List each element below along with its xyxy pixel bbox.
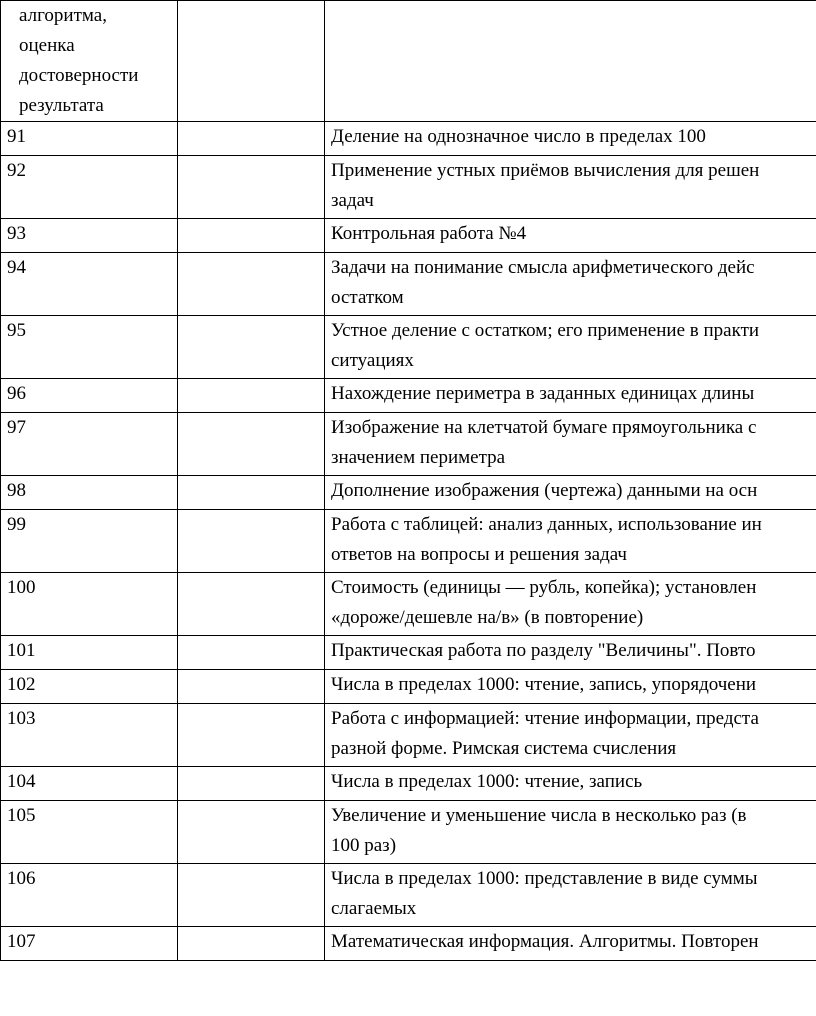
table-body (1, 1, 816, 961)
table-header-row (1, 1, 816, 122)
lesson-topic-cell (325, 927, 816, 961)
lesson-number-cell: 98 (1, 476, 178, 510)
table-row (1, 316, 816, 379)
empty-cell (178, 510, 325, 573)
header-cell-3 (325, 1, 816, 122)
lesson-topic-cell (325, 573, 816, 636)
topic-line: задач (331, 190, 374, 211)
lesson-number-cell: 100 (1, 573, 178, 636)
lesson-topic-cell (325, 413, 816, 476)
header-line: оценка (19, 35, 75, 56)
header-cell-1 (1, 1, 178, 122)
empty-cell (178, 413, 325, 476)
lesson-topic-cell (325, 670, 816, 704)
table-row (1, 122, 816, 156)
topic-line: ответов на вопросы и решения задач (331, 544, 627, 565)
header-line: результата (19, 95, 104, 116)
table-row (1, 864, 816, 927)
empty-cell (178, 864, 325, 927)
lesson-topic-cell (325, 379, 816, 413)
topic-line: Контрольная работа №4 (331, 223, 527, 244)
topic-line: слагаемых (331, 898, 417, 919)
topic-line: Работа с таблицей: анализ данных, использование ин (331, 514, 762, 535)
lesson-topic-cell (325, 316, 816, 379)
lesson-topic-cell (325, 510, 816, 573)
lesson-number-cell: 103 (1, 704, 178, 767)
topic-line: Устное деление с остатком; его применение в практи (331, 320, 760, 341)
lesson-topic-cell (325, 122, 816, 156)
table-row (1, 801, 816, 864)
topic-line: остатком (331, 287, 404, 308)
lesson-topic-cell (325, 704, 816, 767)
table-row (1, 636, 816, 670)
header-line: алгоритма, (19, 5, 107, 26)
topic-line: разной форме. Римская система счисления (331, 738, 677, 759)
empty-cell (178, 704, 325, 767)
lesson-topic-cell (325, 801, 816, 864)
header-line: достоверности (19, 65, 139, 86)
lesson-number-cell: 92 (1, 156, 178, 219)
table-row (1, 927, 816, 961)
lesson-number-cell: 93 (1, 219, 178, 253)
topic-line: Дополнение изображения (чертежа) данными на осн (331, 480, 758, 501)
topic-line: Нахождение периметра в заданных единицах длины (331, 383, 755, 404)
empty-cell (178, 670, 325, 704)
table-row (1, 767, 816, 801)
lesson-number-cell: 102 (1, 670, 178, 704)
empty-cell (178, 316, 325, 379)
empty-cell (178, 253, 325, 316)
lesson-number-cell: 104 (1, 767, 178, 801)
lesson-topic-cell (325, 253, 816, 316)
topic-line: Применение устных приёмов вычисления для решен (331, 160, 760, 181)
topic-line: Работа с информацией: чтение информации, предста (331, 708, 759, 729)
empty-cell (178, 767, 325, 801)
lesson-topic-cell (325, 219, 816, 253)
empty-cell (178, 573, 325, 636)
table-row (1, 704, 816, 767)
topic-line: Числа в пределах 1000: представление в виде суммы (331, 868, 758, 889)
topic-line: Стоимость (единицы — рубль, копейка); установлен (331, 577, 757, 598)
lesson-number-cell: 107 (1, 927, 178, 961)
table-row (1, 510, 816, 573)
topic-line: 100 раз) (331, 835, 397, 856)
empty-cell (178, 156, 325, 219)
table-row (1, 413, 816, 476)
lesson-number-cell: 91 (1, 122, 178, 156)
lesson-topic-cell (325, 476, 816, 510)
lesson-topic-cell (325, 636, 816, 670)
topic-line: Увеличение и уменьшение числа в несколько раз (в (331, 805, 747, 826)
lesson-number-cell: 106 (1, 864, 178, 927)
table-row (1, 253, 816, 316)
table-row (1, 156, 816, 219)
lesson-topic-cell (325, 767, 816, 801)
header-cell-2 (178, 1, 325, 122)
table-row (1, 219, 816, 253)
empty-cell (178, 219, 325, 253)
empty-cell (178, 476, 325, 510)
table-row (1, 379, 816, 413)
empty-cell (178, 927, 325, 961)
lesson-number-cell: 96 (1, 379, 178, 413)
empty-cell (178, 122, 325, 156)
topic-line: Задачи на понимание смысла арифметического дейс (331, 257, 755, 278)
topic-line: ситуациях (331, 350, 414, 371)
lesson-number-cell: 95 (1, 316, 178, 379)
table-row (1, 573, 816, 636)
topic-line: Числа в пределах 1000: чтение, запись (331, 771, 643, 792)
table-row (1, 476, 816, 510)
empty-cell (178, 636, 325, 670)
topic-line: «дороже/дешевле на/в» (в повторение) (331, 607, 644, 628)
lesson-number-cell: 94 (1, 253, 178, 316)
table-row (1, 670, 816, 704)
lesson-number-cell: 101 (1, 636, 178, 670)
topic-line: значением периметра (331, 447, 506, 468)
topic-line: Числа в пределах 1000: чтение, запись, упорядочени (331, 674, 757, 695)
lesson-number-cell: 97 (1, 413, 178, 476)
topic-line: Изображение на клетчатой бумаге прямоугольника с (331, 417, 757, 438)
lesson-topic-cell (325, 156, 816, 219)
topic-line: Деление на однозначное число в пределах 100 (331, 126, 706, 147)
empty-cell (178, 379, 325, 413)
lesson-topic-cell (325, 864, 816, 927)
empty-cell (178, 801, 325, 864)
lesson-number-cell: 105 (1, 801, 178, 864)
lesson-number-cell: 99 (1, 510, 178, 573)
topic-line: Математическая информация. Алгоритмы. Повторен (331, 931, 759, 952)
topic-line: Практическая работа по разделу "Величины". Повто (331, 640, 756, 661)
